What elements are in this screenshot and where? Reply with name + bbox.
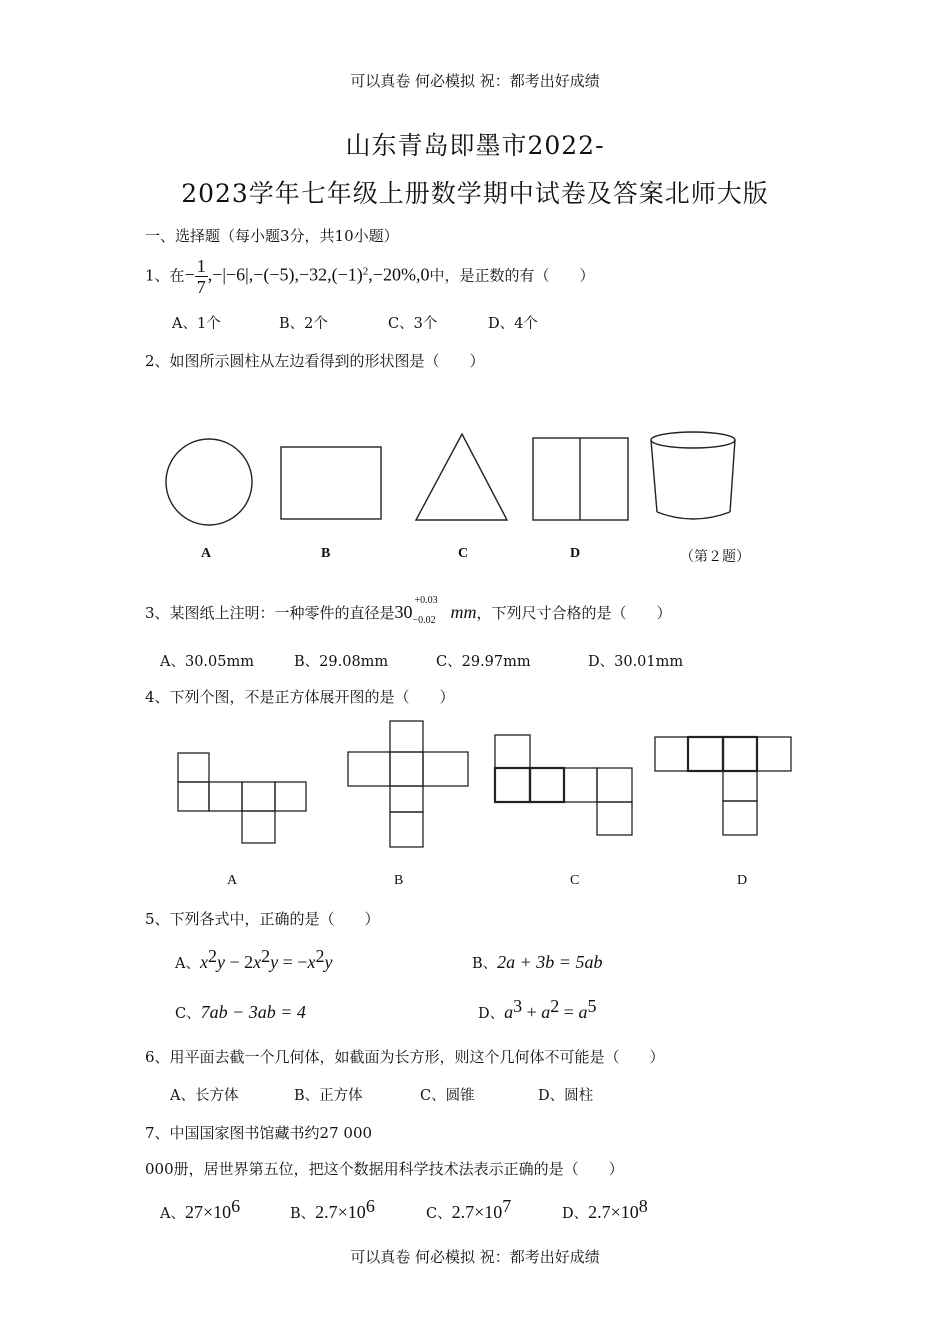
q3-option-a[interactable]: A、30.05mm [160, 654, 254, 670]
q4-net-d [655, 737, 791, 835]
q7-option-c[interactable] [426, 1196, 512, 1223]
q4-cube-nets [170, 715, 800, 855]
q6-option-c[interactable]: C、圆锥 [420, 1088, 475, 1104]
q5-option-d-label: D、 [478, 1006, 505, 1022]
q7-option-a[interactable] [160, 1196, 241, 1223]
q4-label-d: D [737, 873, 748, 888]
q1-frac-num: 1 [196, 256, 206, 276]
q3-unit: mm [450, 602, 477, 622]
question-3 [145, 595, 672, 626]
q2-label-b: B [321, 546, 331, 561]
q5-option-c-expr: 7ab − 3ab = 4 [200, 1002, 306, 1022]
q1-option-c[interactable]: C、3个 [388, 316, 438, 332]
q6-option-b[interactable]: B、正方体 [294, 1088, 363, 1104]
q2-label-a: A [201, 546, 212, 561]
q1-expr: ,−|−6|,−(−5),−32,(−1) [207, 264, 363, 285]
q3-base: 30 [394, 602, 413, 622]
q2-figures [150, 420, 770, 540]
q3-option-d[interactable]: D、30.01mm [588, 654, 684, 670]
q3-suffix: ，下列尺寸合格的是（ ） [476, 604, 672, 622]
q7-option-c-exp: 7 [502, 1196, 512, 1217]
q2-label-c: C [458, 546, 469, 561]
q7-option-d-exp: 8 [638, 1196, 648, 1217]
q2-cylinder-shape [651, 432, 735, 519]
q3-prefix: 3、某图纸上注明：一种零件的直径是 [145, 604, 395, 622]
q4-net-a [178, 753, 306, 843]
question-2: 2、如图所示圆柱从左边看得到的形状图是（ ） [145, 352, 485, 370]
q7-option-b-exp: 6 [365, 1196, 375, 1217]
q4-net-b [348, 721, 468, 847]
q5-option-d[interactable]: D、$a^3 + a^2 = a^5$ [478, 996, 597, 1022]
page-footer: 可以真卷 何必模拟 祝：都考出好成绩 [350, 1248, 600, 1266]
q7-option-d-label: D、 [562, 1206, 589, 1222]
q7-option-d[interactable] [562, 1196, 648, 1223]
question-1: 1、在− $\frac{1}{7}$ $,-|-6|,-(-5),-32,(-1)^2,-20\%,0$中，是正数的有（ ） [145, 256, 595, 297]
title-line-2: 2023学年七年级上册数学期中试卷及答案北师大版 [181, 179, 769, 208]
q7-option-b-coef: 2.7×10 [315, 1202, 366, 1222]
q2-label-d: D [570, 546, 581, 561]
q5-option-b-label: B、 [472, 956, 498, 972]
question-7-line-2: 000册，居世界第五位，把这个数据用科学技术法表示正确的是（ ） [145, 1160, 624, 1178]
q2-figure-caption: （第２题） [680, 550, 750, 565]
q5-option-b-expr: 2a + 3b = 5ab [497, 952, 603, 972]
q1-expr2: ,−20%,0 [368, 264, 430, 285]
q4-label-c: C [570, 873, 580, 888]
q5-option-a-label: A、 [175, 956, 200, 972]
question-7-line-1: 7、中国国家图书馆藏书约27 000 [145, 1124, 373, 1142]
q7-option-a-coef: 27×10 [184, 1202, 232, 1222]
q6-option-a[interactable]: A、长方体 [170, 1088, 239, 1104]
q6-option-d[interactable]: D、圆柱 [538, 1088, 594, 1104]
q7-option-a-label: A、 [160, 1206, 185, 1222]
q1-exp: 2 [362, 265, 369, 278]
q1-option-b[interactable]: B、2个 [279, 316, 328, 332]
question-5: 5、下列各式中，正确的是（ ） [145, 910, 380, 928]
q4-label-b: B [394, 873, 404, 888]
q1-fraction [195, 256, 208, 297]
question-4: 4、下列个图，不是正方体展开图的是（ ） [145, 688, 455, 706]
q3-tolerance-upper: +0.03 [414, 595, 438, 606]
q7-option-b-label: B、 [290, 1206, 316, 1222]
q3-tolerance-lower: −0.02 [412, 615, 436, 626]
section-heading: 一、选择题（每小题3分，共10小题） [145, 227, 399, 245]
q7-option-d-coef: 2.7×10 [588, 1202, 639, 1222]
q4-label-a: A [227, 873, 238, 888]
q5-option-a[interactable]: A、$x^2y - 2x^2y = -x^2y$ [175, 946, 333, 972]
q7-option-a-exp: 6 [231, 1196, 241, 1217]
q7-option-c-coef: 2.7×10 [451, 1202, 503, 1222]
q2-circle-shape [166, 439, 252, 525]
q1-suffix: 中，是正数的有（ ） [429, 266, 595, 285]
question-6: 6、用平面去截一个几何体，如截面为长方形，则这个几何体不可能是（ ） [145, 1048, 665, 1066]
q5-option-b[interactable] [472, 952, 602, 973]
q2-split-rectangle-shape [533, 438, 628, 520]
title-line-1: 山东青岛即墨市2022- [345, 131, 605, 160]
q3-option-c[interactable]: C、29.97mm [436, 654, 531, 670]
page-header: 可以真卷 何必模拟 祝：都考出好成绩 [350, 72, 600, 90]
q4-net-c [495, 735, 632, 835]
q7-option-b[interactable] [290, 1196, 375, 1223]
q2-triangle-shape [416, 434, 507, 520]
q7-option-c-label: C、 [426, 1206, 452, 1222]
q1-option-d[interactable]: D、4个 [488, 316, 538, 332]
q1-option-a[interactable]: A、1个 [172, 316, 221, 332]
q5-option-c-label: C、 [175, 1006, 201, 1022]
q3-option-b[interactable]: B、29.08mm [294, 654, 389, 670]
q5-option-c[interactable] [175, 1002, 306, 1023]
q1-prefix: 1、在 [145, 266, 185, 285]
q2-rectangle-shape [281, 447, 381, 519]
q1-frac-den: 7 [196, 277, 206, 297]
